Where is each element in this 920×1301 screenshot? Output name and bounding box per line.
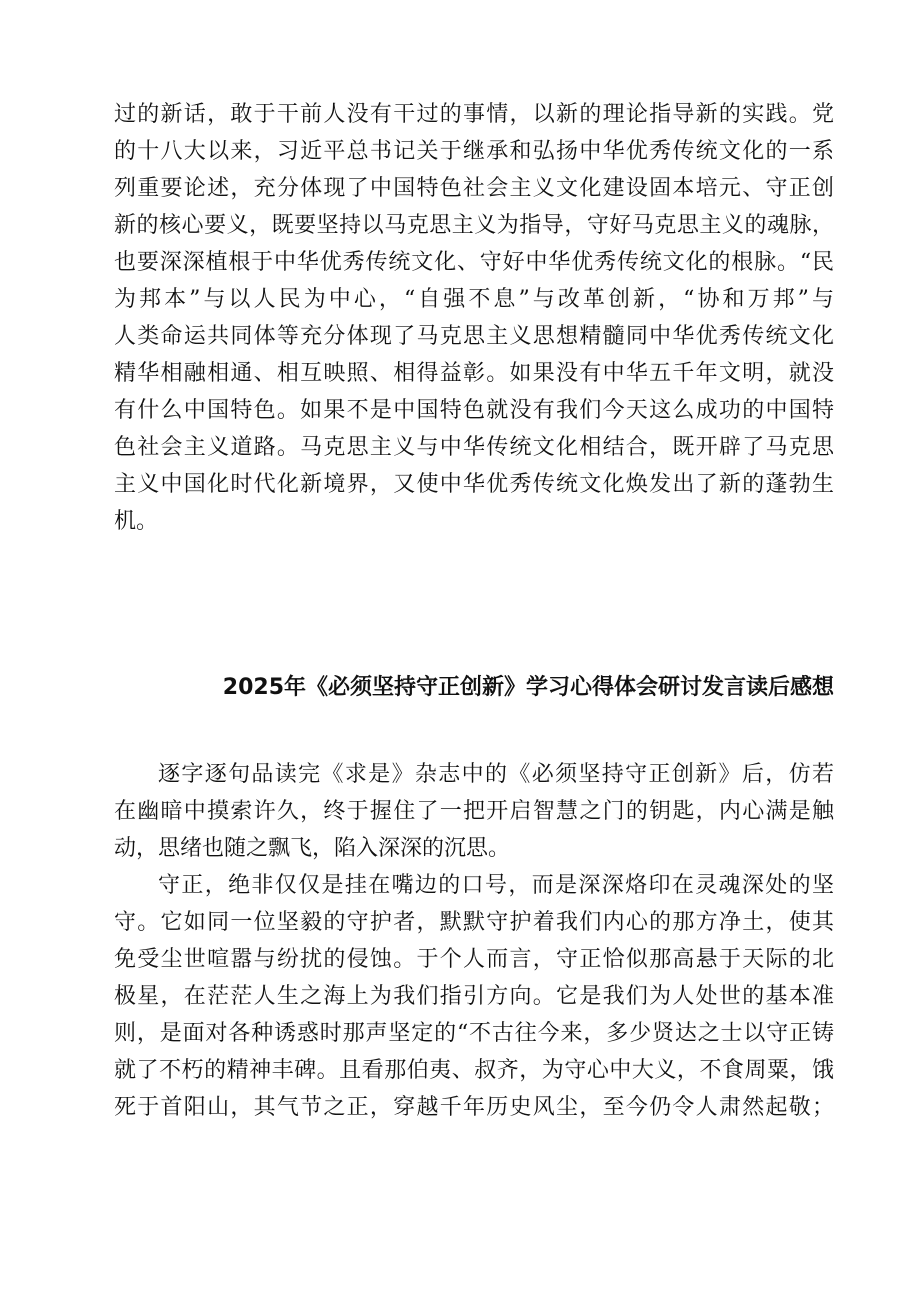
- text-line: 则，是面对各种诱惑时那声坚定的“不古往今来，多少贤达之士以守正铸: [114, 1021, 834, 1046]
- text-line: 过的新话，敢于干前人没有干过的事情，以新的理论指导新的实践。党: [114, 102, 834, 127]
- text-line: 守。它如同一位坚毅的守护者，默默守护着我们内心的那方净土，使其: [114, 910, 834, 935]
- text-line: 在幽暗中摸索许久，终于握住了一把开启智慧之门的钥匙，内心满是触: [114, 799, 834, 824]
- text-line: 主义中国化时代化新境界，又使中华优秀传统文化焕发出了新的蓬勃生: [114, 472, 834, 497]
- text-line: 也要深深植根于中华优秀传统文化、守好中华优秀传统文化的根脉。“民: [114, 250, 834, 275]
- text-line: 的十八大以来，习近平总书记关于继承和弘扬中华优秀传统文化的一系: [114, 139, 834, 164]
- text-line: 精华相融相通、相互映照、相得益彰。如果没有中华五千年文明，就没: [114, 361, 834, 386]
- text-line: 为邦本”与以人民为中心，“自强不息”与改革创新，“协和万邦”与: [114, 287, 834, 312]
- text-line: 动，思绪也随之飘飞，陷入深深的沉思。: [114, 836, 511, 861]
- text-line: 极星，在茫茫人生之海上为我们指引方向。它是我们为人处世的基本准: [114, 984, 834, 1009]
- intro-paragraph: [114, 96, 834, 540]
- text-line: 逐字逐句品读完《求是》杂志中的《必须坚持守正创新》后，仿若: [158, 762, 834, 787]
- text-line: 列重要论述，充分体现了中国特色社会主义文化建设固本培元、守正创: [114, 176, 834, 201]
- text-line: 机。: [114, 509, 159, 534]
- paragraph-2: [114, 867, 834, 1126]
- text-line: 免受尘世喧嚣与纷扰的侵蚀。于个人而言，守正恰似那高悬于天际的北: [114, 947, 834, 972]
- article-body: [114, 756, 834, 1126]
- text-line: 有什么中国特色。如果不是中国特色就没有我们今天这么成功的中国特: [114, 398, 834, 423]
- text-line: 守正，绝非仅仅是挂在嘴边的口号，而是深深烙印在灵魂深处的坚: [158, 873, 834, 898]
- section-heading: 2025年《必须坚持守正创新》学习心得体会研讨发言读后感想: [222, 675, 834, 700]
- paragraph-1: [114, 756, 834, 867]
- text-line: 就了不朽的精神丰碑。且看那伯夷、叔齐，为守心中大义，不食周粟，饿: [114, 1058, 834, 1083]
- text-line: 死于首阳山，其气节之正，穿越千年历史风尘，至今仍令人肃然起敬；: [114, 1095, 834, 1120]
- text-line: 人类命运共同体等充分体现了马克思主义思想精髓同中华优秀传统文化: [114, 324, 834, 349]
- text-line: 色社会主义道路。马克思主义与中华传统文化相结合，既开辟了马克思: [114, 435, 834, 460]
- text-line: 新的核心要义，既要坚持以马克思主义为指导，守好马克思主义的魂脉，: [114, 213, 834, 238]
